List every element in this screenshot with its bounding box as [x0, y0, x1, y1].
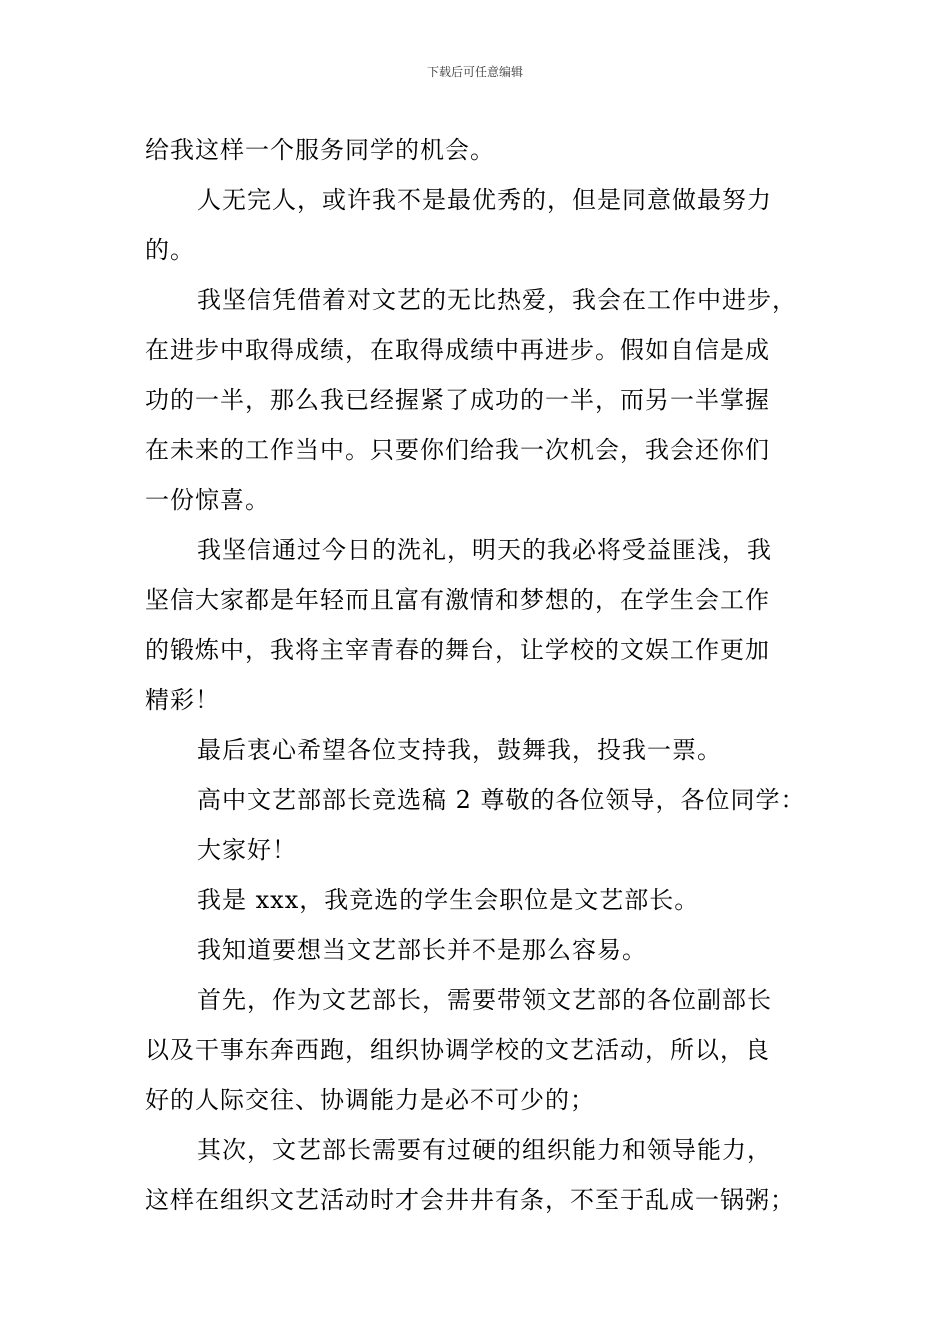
text-line: 一份惊喜。: [145, 486, 270, 514]
text-line: 精彩！: [145, 686, 220, 714]
paragraph-9: [145, 925, 820, 975]
text-line: 我坚信凭借着对文艺的无比热爱，我会在工作中进步，: [197, 286, 797, 314]
paragraph-5: [145, 725, 820, 775]
paragraph-8: [145, 875, 820, 925]
text-line: 高中文艺部部长竞选稿 2 尊敬的各位领导，各位同学：: [197, 786, 806, 814]
text-line: 好的人际交往、协调能力是必不可少的；: [145, 1086, 595, 1114]
paragraph-4: [145, 525, 820, 725]
text-line: 的锻炼中，我将主宰青春的舞台，让学校的文娱工作更加: [145, 636, 770, 664]
text-line: 以及干事东奔西跑，组织协调学校的文艺活动，所以，良: [145, 1036, 770, 1064]
text-line: 这样在组织文艺活动时才会井井有条，不至于乱成一锅粥；: [145, 1186, 795, 1214]
paragraph-3: [145, 275, 820, 525]
document-body: [145, 125, 820, 1225]
text-line: 的。: [145, 236, 195, 264]
paragraph-10: [145, 975, 820, 1125]
paragraph-7: [145, 825, 820, 875]
text-line: 大家好！: [197, 836, 297, 864]
text-line: 我是 xxx，我竞选的学生会职位是文艺部长。: [197, 886, 700, 914]
text-line: 在进步中取得成绩，在取得成绩中再进步。假如自信是成: [145, 336, 770, 364]
text-line: 在未来的工作当中。只要你们给我一次机会，我会还你们: [145, 436, 770, 464]
text-line: 其次，文艺部长需要有过硬的组织能力和领导能力，: [197, 1136, 772, 1164]
text-line: 最后衷心希望各位支持我，鼓舞我，投我一票。: [197, 736, 722, 764]
text-line: 我知道要想当文艺部长并不是那么容易。: [197, 936, 647, 964]
text-line: 首先，作为文艺部长，需要带领文艺部的各位副部长: [197, 986, 772, 1014]
page-header: 下载后可任意编辑: [426, 65, 523, 79]
text-line: 人无完人，或许我不是最优秀的，但是同意做最努力: [197, 186, 772, 214]
paragraph-11: [145, 1125, 820, 1225]
text-line: 功的一半，那么我已经握紧了成功的一半，而另一半掌握: [145, 386, 770, 414]
paragraph-1: [145, 125, 820, 175]
paragraph-6: [145, 775, 820, 825]
text-line: 我坚信通过今日的洗礼，明天的我必将受益匪浅，我: [197, 536, 772, 564]
text-line: 坚信大家都是年轻而且富有激情和梦想的，在学生会工作: [145, 586, 770, 614]
text-line: 给我这样一个服务同学的机会。: [145, 136, 495, 164]
paragraph-2: [145, 175, 820, 275]
